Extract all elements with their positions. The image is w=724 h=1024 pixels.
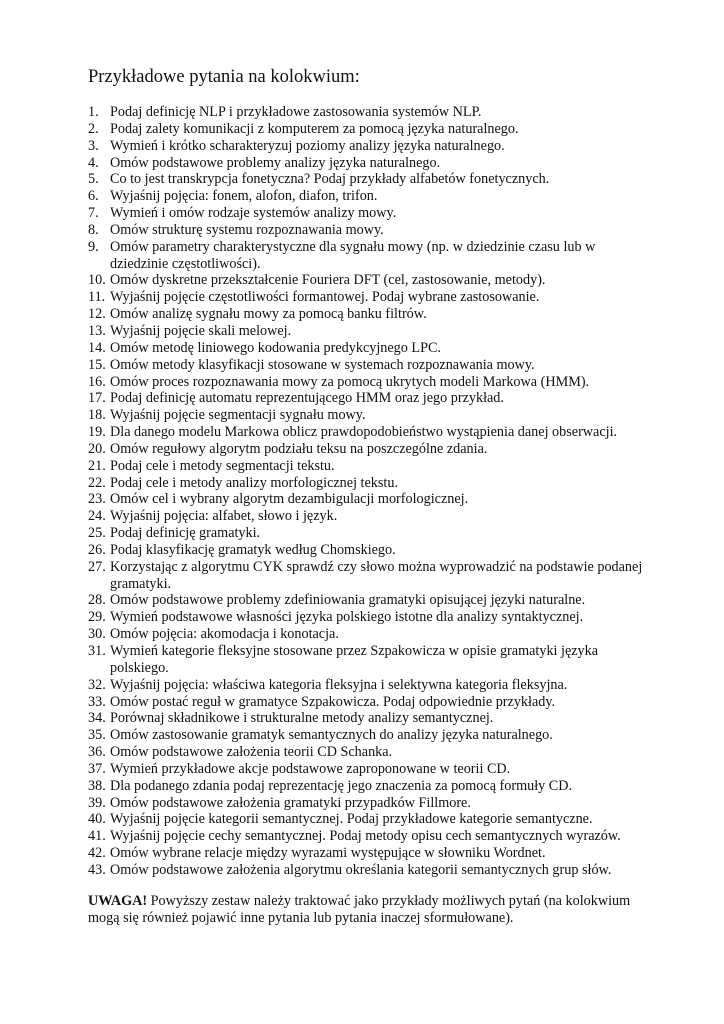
question-item bbox=[88, 121, 648, 138]
question-item bbox=[88, 710, 648, 727]
question-text: Podaj cele i metody analizy morfologicznej tekstu. bbox=[110, 474, 398, 491]
question-text: Podaj definicję NLP i przykładowe zastosowania systemów NLP. bbox=[110, 104, 482, 120]
question-text: Omów podstawowe założenia algorytmu określania kategorii semantycznych grup słów. bbox=[110, 861, 612, 878]
question-number: 36. bbox=[88, 744, 106, 761]
question-item bbox=[88, 727, 648, 744]
question-item bbox=[88, 525, 648, 542]
question-number: 31. bbox=[88, 643, 106, 659]
question-text: Wymień przykładowe akcje podstawowe zaproponowane w teorii CD. bbox=[110, 760, 511, 777]
question-number: 10. bbox=[88, 272, 106, 289]
question-item bbox=[88, 222, 648, 239]
question-number: 18. bbox=[88, 407, 106, 424]
question-text: Podaj cele i metody segmentacji tekstu. bbox=[110, 457, 335, 474]
question-number: 37. bbox=[88, 760, 106, 777]
question-number: 29. bbox=[88, 609, 106, 626]
question-number: 32. bbox=[88, 676, 106, 693]
question-number: 33. bbox=[88, 693, 106, 710]
question-number: 20. bbox=[88, 440, 106, 457]
question-number: 14. bbox=[88, 339, 106, 356]
question-text: Podaj definicję gramatyki. bbox=[110, 525, 261, 542]
question-item bbox=[88, 205, 648, 222]
question-item bbox=[88, 138, 648, 155]
question-item bbox=[88, 239, 648, 273]
question-number: 39. bbox=[88, 794, 106, 811]
question-item bbox=[88, 542, 648, 559]
question-text: Wymień i omów rodzaje systemów analizy mowy. bbox=[110, 205, 397, 222]
question-text: Co to jest transkrypcja fonetyczna? Podaj przykłady alfabetów fonetycznych. bbox=[110, 171, 550, 188]
question-item bbox=[88, 441, 648, 458]
question-text: Omów postać reguł w gramatyce Szpakowicza. Podaj odpowiednie przykłady. bbox=[110, 693, 556, 710]
question-text: Wymień podstawowe własności języka polskiego istotne dla analizy syntaktycznej. bbox=[110, 609, 584, 626]
question-item bbox=[88, 845, 648, 862]
question-item bbox=[88, 508, 648, 525]
question-text: Omów regułowy algorytm podziału teksu na poszczególne zdania. bbox=[110, 440, 488, 457]
question-number: 38. bbox=[88, 777, 106, 794]
question-number: 23. bbox=[88, 491, 106, 508]
question-item bbox=[88, 155, 648, 172]
question-item bbox=[88, 340, 648, 357]
question-text: Omów proces rozpoznawania mowy za pomocą ukrytych modeli Markowa (HMM). bbox=[110, 373, 590, 390]
question-number: 35. bbox=[88, 727, 106, 744]
question-text: Omów zastosowanie gramatyk semantycznych do analizy języka naturalnego. bbox=[110, 727, 553, 744]
question-number: 25. bbox=[88, 525, 106, 542]
question-number: 41. bbox=[88, 828, 106, 845]
question-item bbox=[88, 761, 648, 778]
question-text: Porównaj składnikowe i strukturalne metody analizy semantycznej. bbox=[110, 710, 494, 727]
question-item bbox=[88, 609, 648, 626]
question-text: Dla podanego zdania podaj reprezentację jego znaczenia za pomocą formuły CD. bbox=[110, 777, 573, 794]
question-text: Wymień kategorie fleksyjne stosowane przez Szpakowicza w opisie gramatyki języka polskiego. bbox=[110, 643, 599, 676]
question-item bbox=[88, 862, 648, 879]
question-text: Omów podstawowe problemy zdefiniowania gramatyki opisującej języki naturalne. bbox=[110, 592, 586, 609]
note-text: Powyższy zestaw należy traktować jako przykłady możliwych pytań (na kolokwium mogą się również pojawić inne pytania lub pytania inaczej sformułowane). bbox=[88, 893, 631, 926]
question-item bbox=[88, 795, 648, 812]
question-item bbox=[88, 390, 648, 407]
question-item bbox=[88, 694, 648, 711]
question-number: 43. bbox=[88, 861, 106, 878]
question-text: Podaj zalety komunikacji z komputerem za pomocą języka naturalnego. bbox=[110, 120, 519, 137]
question-number: 21. bbox=[88, 457, 106, 474]
question-item bbox=[88, 188, 648, 205]
question-number: 24. bbox=[88, 508, 106, 525]
question-text: Omów strukturę systemu rozpoznawania mowy. bbox=[110, 221, 384, 238]
question-item bbox=[88, 778, 648, 795]
question-text: Podaj klasyfikację gramatyk według Chomskiego. bbox=[110, 541, 396, 558]
question-item bbox=[88, 677, 648, 694]
question-number: 22. bbox=[88, 474, 106, 491]
page-title: Przykładowe pytania na kolokwium: bbox=[88, 67, 360, 87]
question-number: 30. bbox=[88, 626, 106, 643]
question-number: 27. bbox=[88, 558, 106, 575]
question-number: 9. bbox=[88, 238, 99, 255]
note-paragraph bbox=[88, 893, 648, 927]
question-text: Omów parametry charakterystyczne dla sygnału mowy (np. w dziedzinie czasu lub w dziedzinie częstotliwości). bbox=[110, 238, 596, 272]
question-item bbox=[88, 744, 648, 761]
question-text: Omów cel i wybrany algorytm dezambigulacji morfologicznej. bbox=[110, 491, 469, 508]
question-number: 8. bbox=[88, 221, 99, 238]
question-text: Wyjaśnij pojęcia: alfabet, słowo i język. bbox=[110, 508, 338, 525]
question-text: Wyjaśnij pojęcie segmentacji sygnału mowy. bbox=[110, 407, 366, 424]
question-number: 6. bbox=[88, 188, 99, 205]
question-list bbox=[88, 104, 648, 879]
question-item bbox=[88, 171, 648, 188]
question-item bbox=[88, 272, 648, 289]
question-item bbox=[88, 559, 648, 593]
question-number: 19. bbox=[88, 424, 106, 441]
question-item bbox=[88, 374, 648, 391]
question-text: Omów metodę liniowego kodowania predykcyjnego LPC. bbox=[110, 339, 441, 356]
question-item bbox=[88, 811, 648, 828]
question-number: 15. bbox=[88, 356, 106, 373]
question-text: Wyjaśnij pojęcie skali melowej. bbox=[110, 322, 292, 339]
question-text: Dla danego modelu Markowa oblicz prawdopodobieństwo wystąpienia danej obserwacji. bbox=[110, 424, 618, 441]
question-item bbox=[88, 306, 648, 323]
question-text: Omów podstawowe założenia teorii CD Schanka. bbox=[110, 744, 393, 761]
question-number: 11. bbox=[88, 289, 106, 306]
question-item bbox=[88, 458, 648, 475]
question-text: Wyjaśnij pojęcie cechy semantycznej. Podaj metody opisu cech semantycznych wyrazów. bbox=[110, 828, 621, 845]
question-item bbox=[88, 289, 648, 306]
question-number: 4. bbox=[88, 154, 99, 171]
question-text: Wyjaśnij pojęcia: fonem, alofon, diafon, trifon. bbox=[110, 188, 378, 205]
question-text: Omów podstawowe założenia gramatyki przypadków Fillmore. bbox=[110, 794, 471, 811]
question-item bbox=[88, 828, 648, 845]
note-label: UWAGA! bbox=[88, 893, 148, 909]
question-number: 13. bbox=[88, 322, 106, 339]
question-number: 42. bbox=[88, 845, 106, 862]
question-number: 7. bbox=[88, 205, 99, 222]
question-item bbox=[88, 626, 648, 643]
question-text: Wyjaśnij pojęcie częstotliwości formantowej. Podaj wybrane zastosowanie. bbox=[110, 289, 540, 306]
question-text: Wyjaśnij pojęcie kategorii semantycznej. Podaj przykładowe kategorie semantyczne. bbox=[110, 811, 593, 828]
question-text: Omów wybrane relacje między wyrazami występujące w słowniku Wordnet. bbox=[110, 845, 546, 862]
question-text: Wymień i krótko scharakteryzuj poziomy analizy języka naturalnego. bbox=[110, 137, 505, 154]
question-item bbox=[88, 424, 648, 441]
question-item bbox=[88, 407, 648, 424]
question-text: Wyjaśnij pojęcia: właściwa kategoria fleksyjna i selektywna kategoria fleksyjna. bbox=[110, 676, 568, 693]
question-text: Omów pojęcia: akomodacja i konotacja. bbox=[110, 626, 339, 643]
question-number: 34. bbox=[88, 710, 106, 727]
question-number: 28. bbox=[88, 592, 106, 609]
question-number: 5. bbox=[88, 171, 99, 188]
question-item bbox=[88, 592, 648, 609]
question-item bbox=[88, 104, 648, 121]
question-item bbox=[88, 491, 648, 508]
question-number: 2. bbox=[88, 120, 99, 137]
question-item bbox=[88, 643, 648, 677]
question-number: 26. bbox=[88, 541, 106, 558]
question-item bbox=[88, 323, 648, 340]
question-text: Omów podstawowe problemy analizy języka naturalnego. bbox=[110, 154, 441, 171]
question-number: 17. bbox=[88, 390, 106, 407]
question-text: Omów dyskretne przekształcenie Fouriera DFT (cel, zastosowanie, metody). bbox=[110, 272, 546, 289]
question-item bbox=[88, 357, 648, 374]
question-text: Podaj definicję automatu reprezentującego HMM oraz jego przykład. bbox=[110, 390, 504, 407]
question-number: 3. bbox=[88, 137, 99, 154]
question-number: 1. bbox=[88, 104, 99, 120]
question-item bbox=[88, 475, 648, 492]
question-number: 16. bbox=[88, 373, 106, 390]
question-number: 40. bbox=[88, 811, 106, 828]
question-text: Omów metody klasyfikacji stosowane w systemach rozpoznawania mowy. bbox=[110, 356, 535, 373]
question-text: Omów analizę sygnału mowy za pomocą banku filtrów. bbox=[110, 306, 427, 323]
question-text: Korzystając z algorytmu CYK sprawdź czy słowo można wyprowadzić na podstawie podanej gramatyki. bbox=[110, 558, 643, 592]
question-number: 12. bbox=[88, 306, 106, 323]
